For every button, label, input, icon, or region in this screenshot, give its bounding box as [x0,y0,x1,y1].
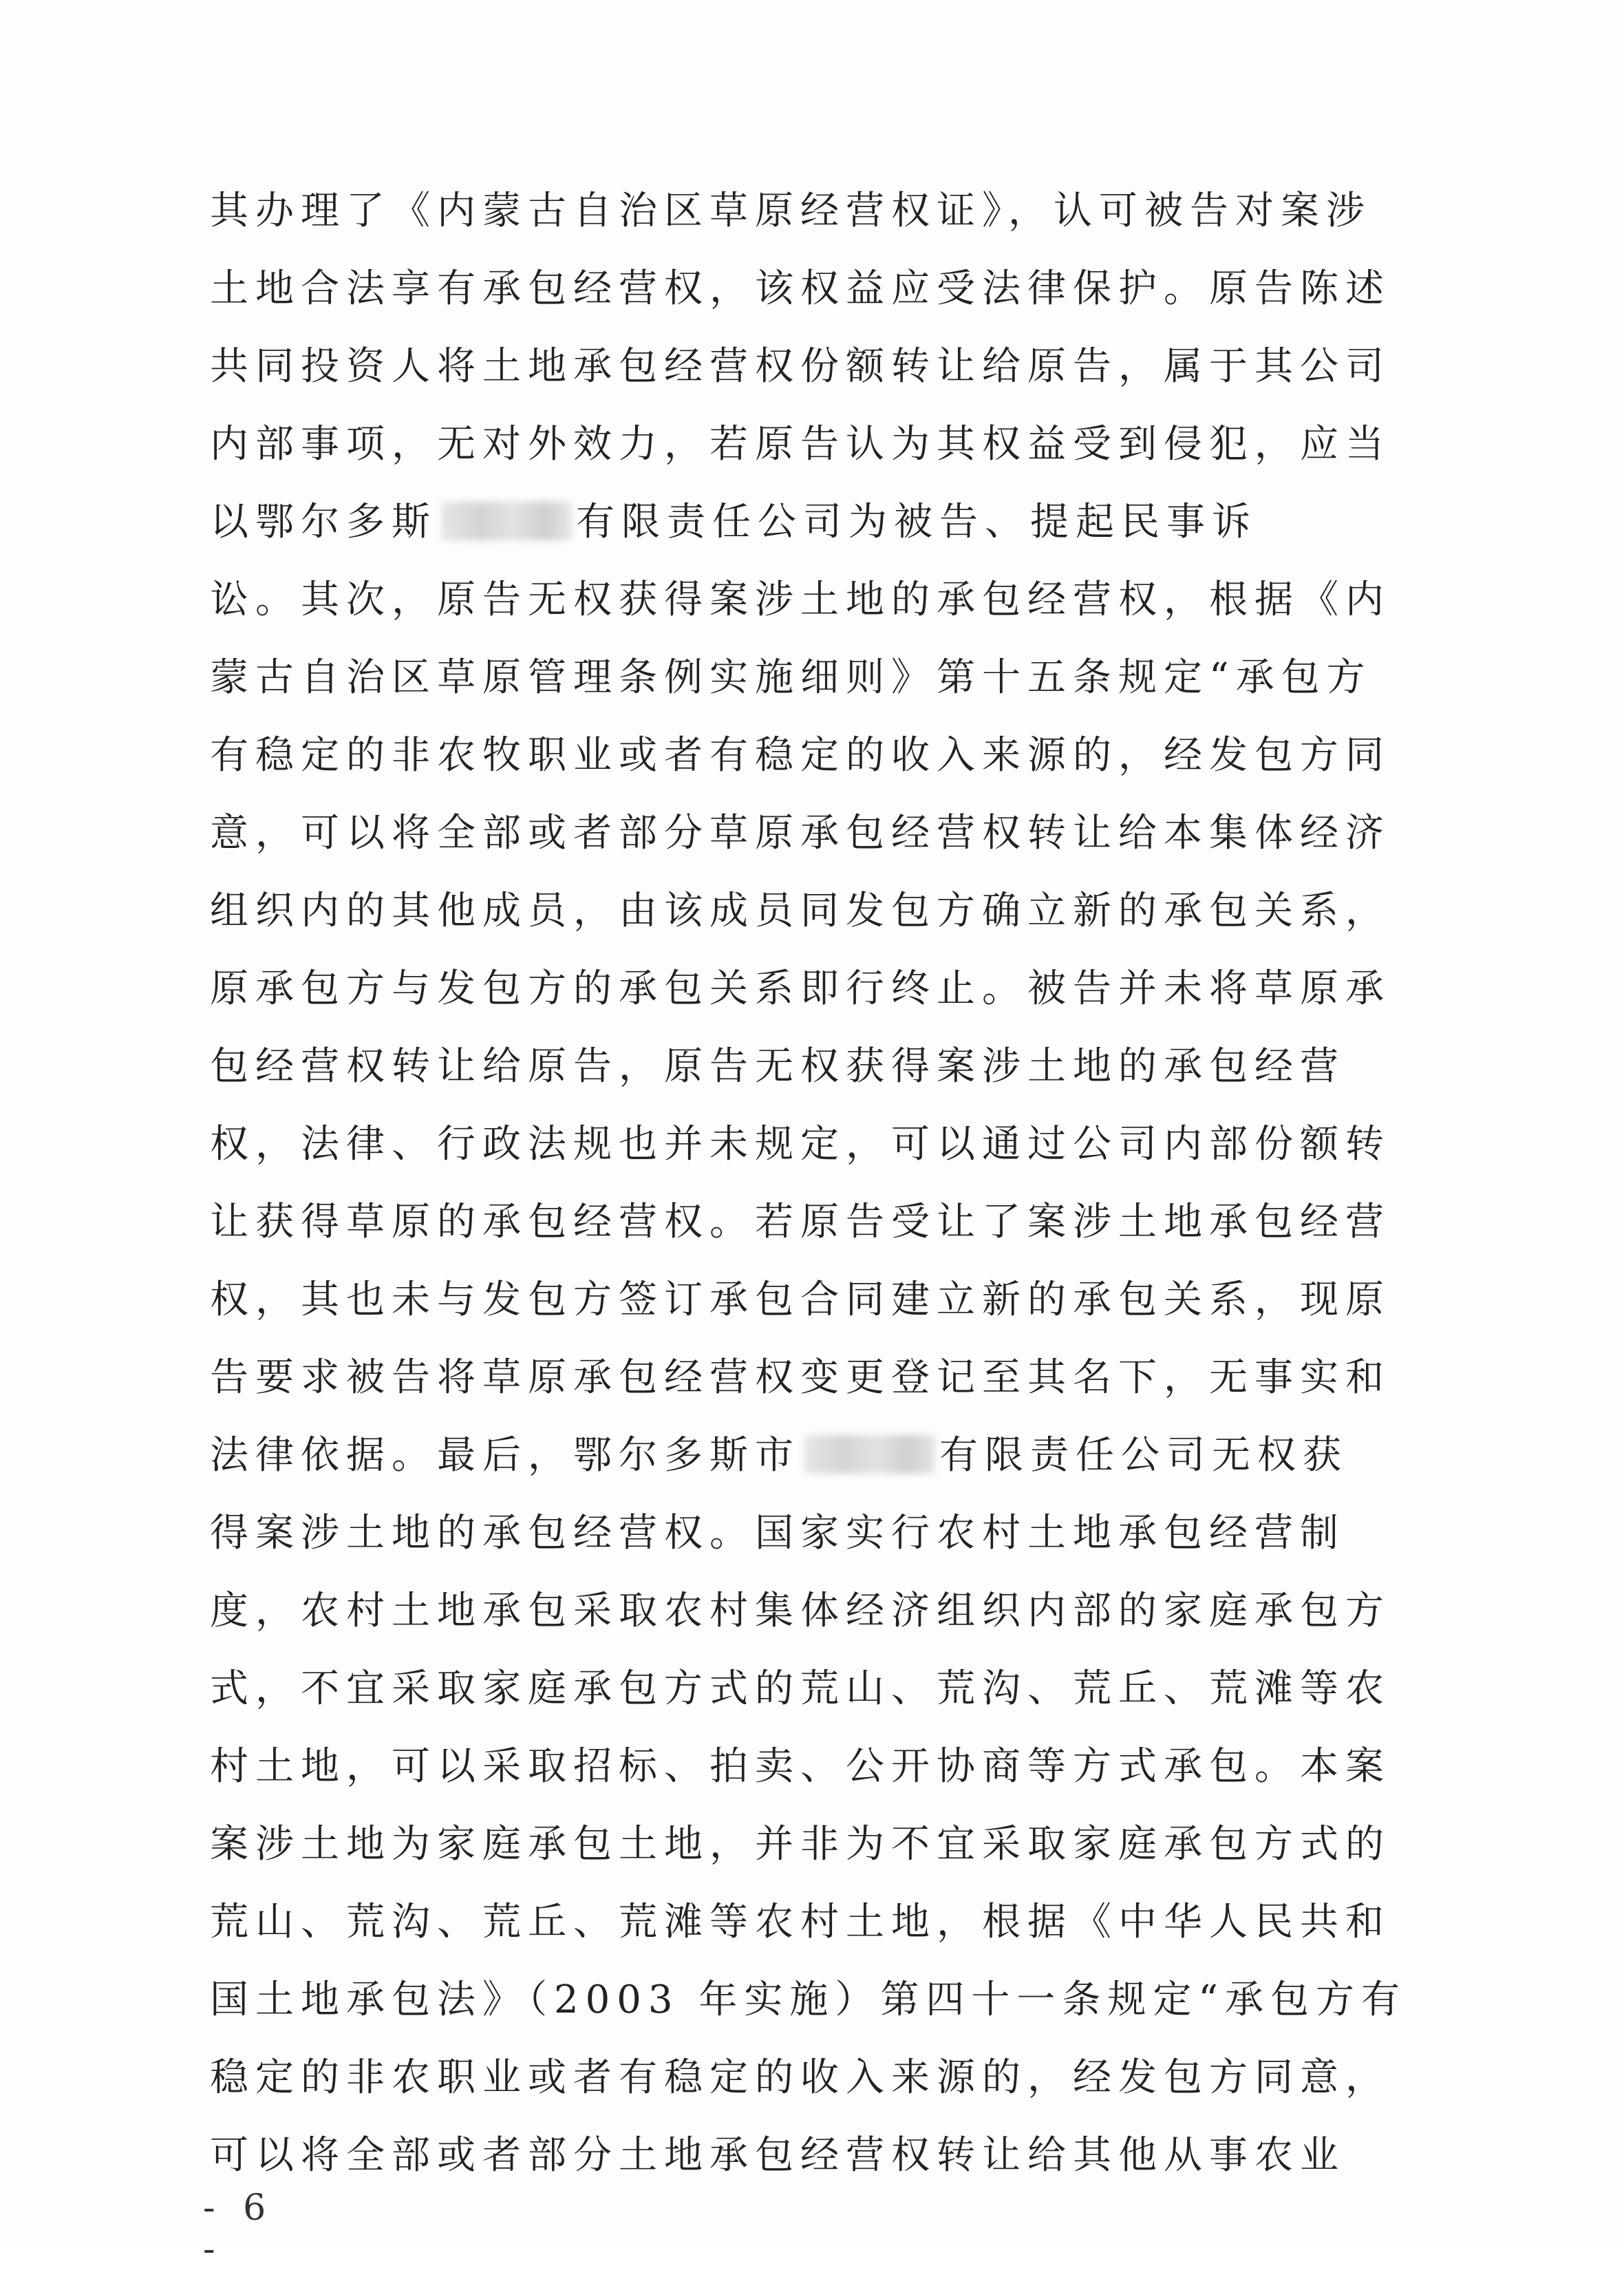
text-line-with-redaction [210,1417,1421,1494]
text-line-with-redaction [210,483,1421,561]
text-line: 内部事项，无对外效力，若原告认为其权益受到侵犯，应当 [210,422,1391,467]
text-line: 得案涉土地的承包经营权。国家实行农村土地承包经营制 [210,1511,1345,1556]
text-line: 讼。其次，原告无权获得案涉土地的承包经营权，根据《内 [210,577,1391,622]
text-line: 式，不宜采取家庭承包方式的荒山、荒沟、荒丘、荒滩等农 [210,1666,1391,1711]
text-line: 土地合法享有承包经营权，该权益应受法律保护。原告陈述 [210,266,1391,311]
text-line: 组织内的其他成员，由该成员同发包方确立新的承包关系， [210,889,1391,933]
text-line: 荒山、荒沟、荒丘、荒滩等农村土地，根据《中华人民共和 [210,1900,1391,1944]
body-text [210,172,1421,2194]
text-line: 其办理了《内蒙古自治区草原经营权证》，认可被告对案涉 [210,189,1371,233]
text-line: 原承包方与发包方的承包关系即行终止。被告并未将草原承 [210,966,1391,1011]
text-line: 国土地承包法》（2003 年实施）第四十一条规定“承包方有 [210,1977,1407,2022]
text-line: 蒙古自治区草原管理条例实施细则》第十五条规定“承包方 [210,655,1372,700]
text-segment: 有限责任公司无权获 [939,1433,1348,1478]
text-line: 稳定的非农职业或者有稳定的收入来源的，经发包方同意， [210,2055,1391,2100]
text-segment: 有限责任公司为被告、提起民事诉 [576,500,1257,544]
text-line: 度，农村土地承包采取农村集体经济组织内部的家庭承包方 [210,1589,1391,1633]
text-line: 让获得草原的承包经营权。若原告受让了案涉土地承包经营 [210,1200,1391,1244]
text-line: 包经营权转让给原告，原告无权获得案涉土地的承包经营 [210,1044,1345,1089]
text-line: 有稳定的非农牧职业或者有稳定的收入来源的，经发包方同 [210,733,1391,778]
redaction-blur [441,502,572,540]
text-line: 权，法律、行政法规也并未规定，可以通过公司内部份额转 [210,1122,1391,1167]
text-line: 共同投资人将土地承包经营权份额转让给原告，属于其公司 [210,344,1391,389]
text-line: 村土地，可以采取招标、拍卖、公开协商等方式承包。本案 [210,1744,1391,1789]
text-segment: 法律依据。最后，鄂尔多斯市 [210,1433,800,1478]
text-line: 案涉土地为家庭承包土地，并非为不宜采取家庭承包方式的 [210,1822,1391,1867]
text-line: 权，其也未与发包方签订承包合同建立新的承包关系，现原 [210,1277,1391,1322]
text-line: 意，可以将全部或者部分草原承包经营权转让给本集体经济 [210,811,1391,856]
text-line: 可以将全部或者部分土地承包经营权转让给其他从事农业 [210,2133,1345,2178]
redaction-blur [804,1435,935,1474]
text-segment: 以鄂尔多斯 [210,500,437,544]
page-number: - 6 - [203,2187,275,2270]
text-line: 告要求被告将草原承包经营权变更登记至其名下，无事实和 [210,1355,1391,1400]
